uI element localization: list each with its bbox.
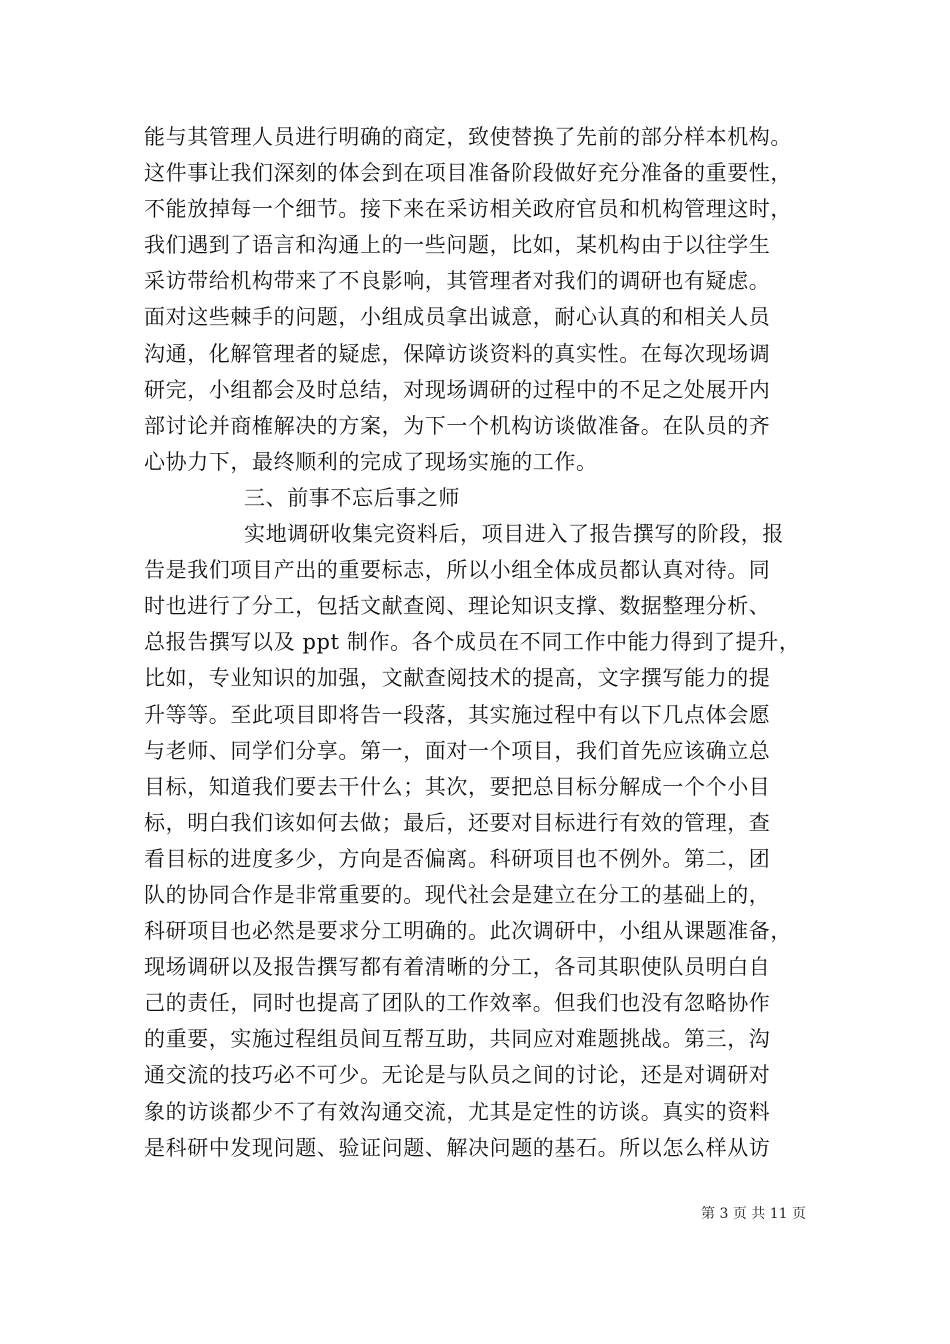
text-line: 我们遇到了语言和沟通上的一些问题，比如，某机构由于以往学生	[144, 233, 771, 258]
text-line: 采访带给机构带来了不良影响，其管理者对我们的调研也有疑虑。	[144, 269, 771, 294]
text-line: 己的责任，同时也提高了团队的工作效率。但我们也没有忽略协作	[144, 991, 771, 1016]
text-line: 总报告撰写以及 ppt 制作。各个成员在不同工作中能力得到了提升，	[144, 630, 801, 655]
text-line: 时也进行了分工，包括文献查阅、理论知识支撑、数据整理分析、	[144, 594, 771, 619]
text-line: 标，明白我们该如何去做；最后，还要对目标进行有效的管理，查	[144, 810, 771, 835]
text-line: 部讨论并商榷解决的方案，为下一个机构访谈做准备。在队员的齐	[144, 413, 771, 438]
text-line: 能与其管理人员进行明确的商定，致使替换了先前的部分样本机构。	[144, 125, 792, 149]
text-line: 是科研中发现问题、验证问题、解决问题的基石。所以怎么样从访	[144, 1135, 771, 1160]
text-line: 升等等。至此项目即将告一段落，其实施过程中有以下几点体会愿	[144, 702, 771, 727]
text-line: 的重要，实施过程组员间互帮互助，共同应对难题挑战。第三，沟	[144, 1027, 771, 1052]
text-line: 这件事让我们深刻的体会到在项目准备阶段做好充分准备的重要性，	[144, 161, 792, 186]
text-line: 不能放掉每一个细节。接下来在采访相关政府官员和机构管理这时，	[144, 197, 792, 222]
text-line: 队的协同合作是非常重要的。现代社会是建立在分工的基础上的，	[144, 882, 771, 907]
text-line: 研完，小组都会及时总结，对现场调研的过程中的不足之处展开内	[144, 377, 771, 402]
text-line: 象的访谈都少不了有效沟通交流，尤其是定性的访谈。真实的资料	[144, 1099, 771, 1124]
text-line: 看目标的进度多少，方向是否偏离。科研项目也不例外。第二，团	[144, 846, 771, 871]
text-line: 通交流的技巧必不可少。无论是与队员之间的讨论，还是对调研对	[144, 1063, 771, 1088]
text-line: 比如，专业知识的加强，文献查阅技术的提高，文字撰写能力的提	[144, 666, 771, 691]
text-line: 沟通，化解管理者的疑虑，保障访谈资料的真实性。在每次现场调	[144, 341, 771, 366]
text-line: 目标，知道我们要去干什么；其次，要把总目标分解成一个个小目	[144, 774, 771, 799]
text-line: 实地调研收集完资料后，项目进入了报告撰写的阶段，报	[244, 522, 784, 547]
text-line: 与老师、同学们分享。第一，面对一个项目，我们首先应该确立总	[144, 738, 771, 763]
text-line: 告是我们项目产出的重要标志，所以小组全体成员都认真对待。同	[144, 558, 771, 583]
text-line: 科研项目也必然是要求分工明确的。此次调研中，小组从课题准备，	[144, 919, 792, 944]
page-number-footer: 第 3 页 共 11 页	[701, 1206, 806, 1222]
section-heading: 三、前事不忘后事之师	[244, 485, 460, 510]
text-line: 面对这些棘手的问题，小组成员拿出诚意，耐心认真的和相关人员	[144, 305, 771, 330]
body-text	[144, 119, 814, 1166]
text-line: 心协力下，最终顺利的完成了现场实施的工作。	[144, 449, 598, 474]
text-line: 现场调研以及报告撰写都有着清晰的分工，各司其职使队员明白自	[144, 955, 771, 980]
